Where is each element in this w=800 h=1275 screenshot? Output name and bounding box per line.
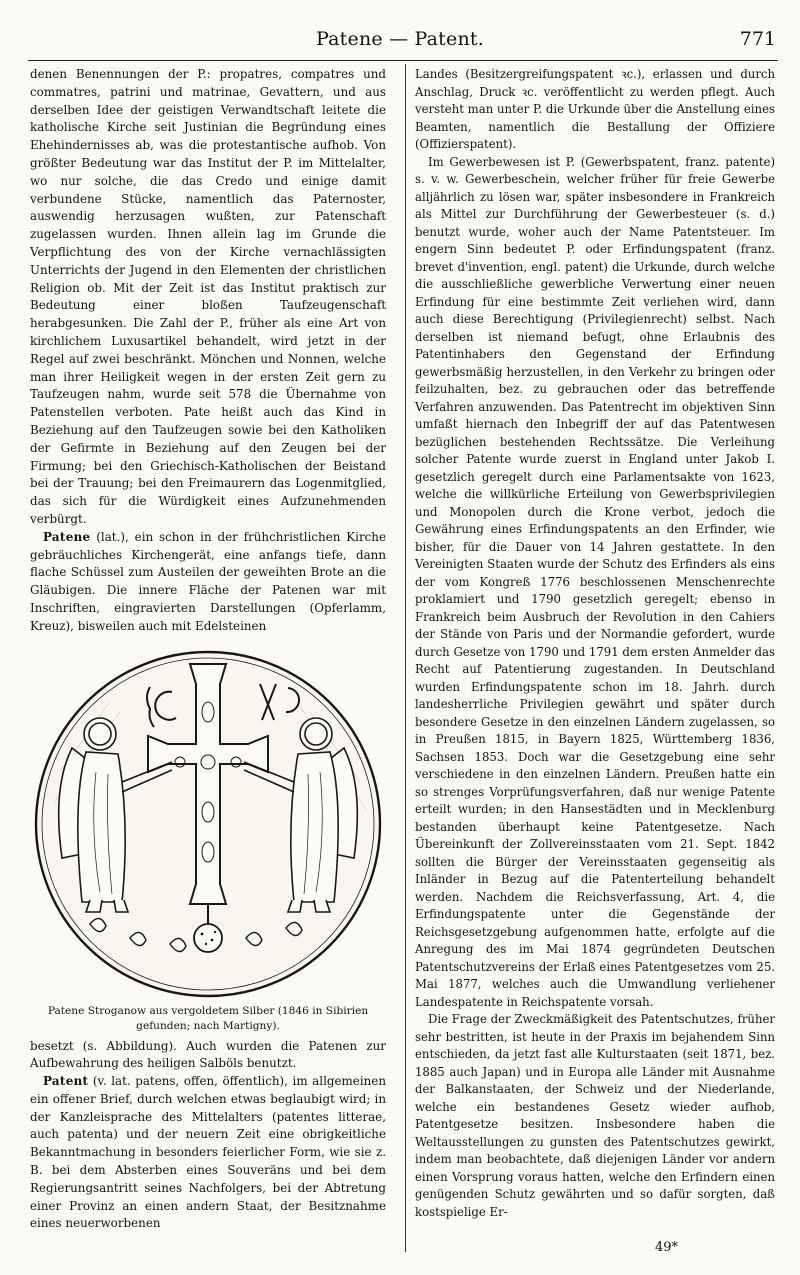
page-header <box>0 28 800 54</box>
figure-caption: Patene Stroganow aus vergoldetem Silber (1846 in Sibirien gefunden; nach Martigny). <box>47 1004 369 1032</box>
zweckmaessigkeit-paragraph: Die Frage der Zweckmäßigkeit des Patentschutzes, früher sehr bestritten, ist heute in der Praxis im bejahendem Sinn entschieden, da jetzt fast alle Kulturstaaten (seit 1871, bez. 1885 auch Japan) und in Europa alle Länder mit Ausnahme der Balkanstaaten, der Schweiz und der Niederlande, welche ein bestandenes Gesetz wieder aufhob, Patentgesetze besitzen. Insbesondere haben die Weltausstellungen zu gunsten des Patentschutzes gewirkt, indem man beobachtete, daß diejenigen Länder vor andern einen Vorsprung voraus hatten, welche den Erfindern einen genügenden Schutz gewährten und so dafür sorgten, daß kostspielige Er- <box>415 1012 775 1219</box>
signature-mark: 49* <box>655 1240 679 1255</box>
patene-illustration <box>30 642 386 1002</box>
patent-continuation: Landes (Besitzergreifungspatent ꝛc.), erlassen und durch Anschlag, Druck ꝛc. veröffentlicht zu werden pflegt. Auch versteht man unter P. die Urkunde über die Anstellung eines Beamten, namentlich die Bestallung der Offiziere (Offizierspatent). <box>415 67 775 151</box>
running-title: Patene — Patent. <box>316 28 484 50</box>
left-column <box>30 66 386 1233</box>
right-column <box>415 66 775 1221</box>
pate-paragraph: denen Benennungen der P.: propatres, compatres und commatres, patrini und matrinae, Gevattern, und aus derselben Idee der geistigen Verwandtschaft leitete die katholische Kirche seit Justinian die Begründung eines Ehehindernisses ab, was die protestantische aufhob. Von größter Bedeutung war das Institut der P. im Mittelalter, wo nur solche, die das Credo und einige damit verbundene Stücke, namentlich das Paternoster, auswendig herzusagen wußten, zur Patenschaft zugelassen wurden. Ihnen allein lag im Grunde die Verpflichtung des von der Kirche vernachlässigten Unterrichts der Jugend in den Elementen der christlichen Religion ob. Mit der Zeit ist das Institut praktisch zur Bedeutung einer bloßen Taufzeugenschaft herabgesunken. Die Zahl der P., früher als eine Art von kirchlichem Luxusartikel behandelt, wird jetzt in der Regel auf zwei beschränkt. Mönchen und Nonnen, welche man ihrer Heiligkeit wegen in der ersten Zeit gern zu Taufzeugen nahm, wurde seit 578 die Übernahme von Patenstellen verboten. Pate heißt auch das Kind in Beziehung auf den Taufzeugen sowie bei den Katholiken der Gefirmte in Beziehung auf den Zeugen bei der Firmung; bei den Griechisch-Katholischen der Beistand bei der Trauung; bei den Freimaurern das Logenmitglied, das sich für die Würdigkeit eines Aufzunehmenden verbürgt. <box>30 67 386 526</box>
page-number: 771 <box>739 28 776 50</box>
header-rule <box>28 60 778 61</box>
patene-lemma: Patene <box>43 529 91 544</box>
column-divider <box>405 64 406 1252</box>
patene-entry <box>30 529 386 636</box>
patent-text: (v. lat. patens, offen, öffentlich), im allgemeinen ein offener Brief, durch welchen etwas beglaubigt wird; in der Kanzleisprache des Mittelalters (patentes litterae, auch patenta) und der neuern Zeit eine obrigkeitliche Bekanntmachung in besonders feierlicher Form, wie sie z. B. bei dem Absterben eines Souveräns und bei dem Regierungsantritt seines Nachfolgers, bei der Abtretung einer Provinz an einen andern Staat, der Besitznahme eines neuerworbenen <box>30 1074 386 1231</box>
patent-lemma: Patent <box>43 1074 89 1089</box>
patent-entry <box>30 1073 386 1233</box>
patene-continuation: besetzt (s. Abbildung). Auch wurden die Patenen zur Aufbewahrung des heiligen Salböls benutzt. <box>30 1038 386 1071</box>
patene-text: (lat.), ein schon in der frühchristlichen Kirche gebräuchliches Kirchengerät, eine anfangs tiefe, dann flache Schüssel zum Austeilen der geweihten Brote an die Gläubigen. Die innere Fläche der Patenen war mit Inschriften, eingravierten Darstellungen (Opferlamm, Kreuz), bisweilen auch mit Edelsteinen <box>30 529 386 633</box>
gewerbewesen-paragraph: Im Gewerbewesen ist P. (Gewerbspatent, franz. patente) s. v. w. Gewerbeschein, welcher früher für freie Gewerbe alljährlich zu lösen war, später insbesondere in Frankreich als Mittel zur Durchführung der Gewerbesteuer (s. d.) benutzt wurde, woher auch der Name Patentsteuer. Im engern Sinn bedeutet P. oder Erfindungspatent (franz. brevet d'invention, engl. patent) die Urkunde, durch welche die ausschließliche gewerbliche Verwertung einer neuen Erfindung für eine bestimmte Zeit verliehen wird, dann auch diese Berechtigung (Privilegienrecht) selbst. Nach derselben ist niemand befugt, ohne Erlaubnis des Patentinhabers den Gegenstand der Erfindung gewerbsmäßig herzustellen, in den Verkehr zu bringen oder feilzuhalten, bez. zu gebrauchen oder das betreffende Verfahren anzuwenden. Das Patentrecht im objektiven Sinn umfaßt hiernach den Inbegriff der auf das Patentwesen bezüglichen bestehenden Rechtssätze. Die Verleihung solcher Patente wurde zuerst in England unter Jakob I. gesetzlich geregelt durch eine Parlamentsakte von 1623, welche die willkürliche Erteilung von Gewerbsprivilegien und Monopolen durch die Krone verbot, jedoch die Gewährung eines Erfindungspatents an den Erfinder, wie bisher, für die Dauer von 14 Jahren gestattete. In den Vereinigten Staaten wurde der Schutz des Erfinders als eins der vom Kongreß 1776 beschlossenen Menschenrechte proklamiert und 1790 gesetzlich geregelt; ebenso in Frankreich beim Ausbruch der Revolution in den Cahiers der Stände von Paris und der Normandie gefordert, wurde durch Gesetze von 1790 und 1791 dem ersten Anmelder das Recht auf Patentierung zugestanden. In Deutschland wurden Erfindungspatente schon im 18. Jahrh. durch landesherrliche Privilegien gewährt und später durch besondere Gesetze in den einzelnen Ländern zugelassen, so in Preußen 1815, in Bayern 1825, Württemberg 1836, Sachsen 1853. Doch war die Gesetzgebung eine sehr verschiedene in den einzelnen Ländern. Preußen hatte ein so strenges Vorprüfungsverfahren, daß nur wenige Patente erteilt wurden; in den Hansestädten und in Mecklenburg bestanden überhaupt keine Patentgesetze. Nach Übereinkunft der Zollvereinsstaaten vom 21. Sept. 1842 sollten die Bürger der Vereinsstaaten gegenseitig als Inländer in Bezug auf die Patenterteilung behandelt werden. Nachdem die Reichsverfassung, Art. 4, die Erfindungspatente unter die Gegenstände der Reichsgesetzgebung aufgenommen hatte, erfolgte auf die Anregung des im Mai 1874 gegründeten Deutschen Patentschutzvereins der Erlaß eines Patentgesetzes vom 25. Mai 1877, welches auch die Umwandlung verliehener Landespatente in Reichspatente vorsah. <box>415 154 775 1009</box>
patene-figure <box>30 642 386 1034</box>
